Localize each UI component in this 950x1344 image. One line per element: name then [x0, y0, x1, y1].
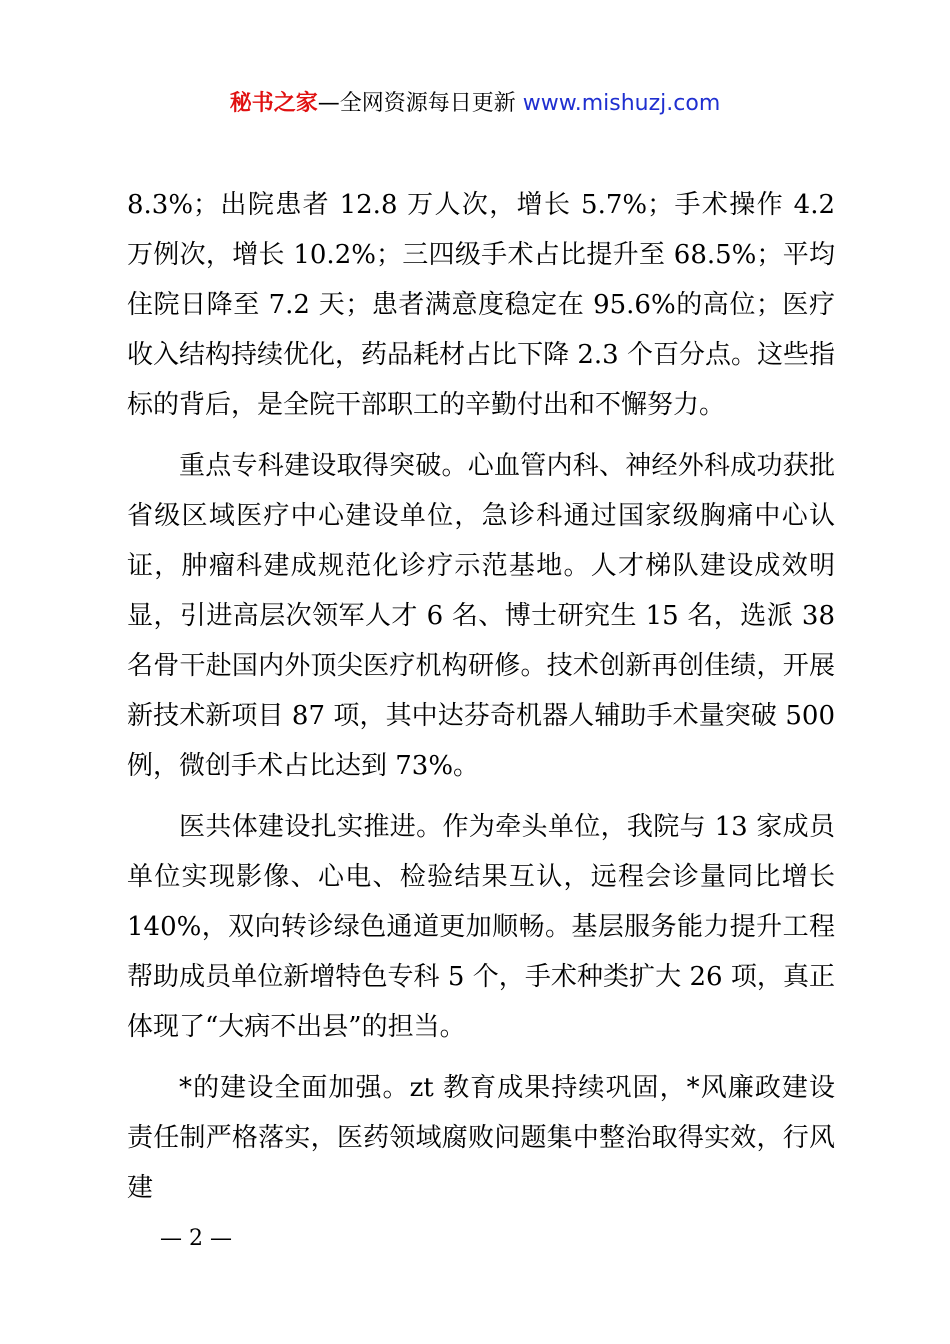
header-slogan: 全网资源每日更新: [339, 91, 523, 116]
document-body: [127, 180, 835, 1224]
paragraph-continuation: 8.3%；出院患者 12.8 万人次，增长 5.7%；手术操作 4.2 万例次，增长 10.2%；三四级手术占比提升至 68.5%；平均住院日降至 7.2 天；患者满意度稳定在 95.6%的高位；医疗收入结构持续优化，药品耗材占比下降 2.3 个百分点。这些指标的背后，是全院干部职工的辛勤付出和不懈努力。: [127, 190, 835, 420]
paragraph-medical-alliance: 医共体建设扎实推进。作为牵头单位，我院与 13 家成员单位实现影像、心电、检验结果互认，远程会诊量同比增长 140%，双向转诊绿色通道更加顺畅。基层服务能力提升工程帮助成员单位新增特色专科 5 个，手术种类扩大 26 项，真正体现了“大病不出县”的担当。: [127, 812, 835, 1042]
page-number: — 2 —: [160, 1226, 232, 1251]
site-url-link[interactable]: www.mishuzj.com: [522, 91, 721, 116]
site-header: [0, 86, 950, 122]
paragraph-specialty: 重点专科建设取得突破。心血管内科、神经外科成功获批省级区域医疗中心建设单位，急诊科通过国家级胸痛中心认证，肿瘤科建成规范化诊疗示范基地。人才梯队建设成效明显，引进高层次领军人才 6 名、博士研究生 15 名，选派 38 名骨干赴国内外顶尖医疗机构研修。技术创新再创佳绩，开展新技术新项目 87 项，其中达芬奇机器人辅助手术量突破 500 例，微创手术占比达到 73%。: [127, 451, 835, 781]
paragraph-party-building: *的建设全面加强。zt 教育成果持续巩固，*风廉政建设责任制严格落实，医药领域腐败问题集中整治取得实效，行风建: [127, 1073, 835, 1203]
header-dash: —: [317, 91, 340, 116]
brand-name: 秘书之家: [229, 91, 318, 116]
